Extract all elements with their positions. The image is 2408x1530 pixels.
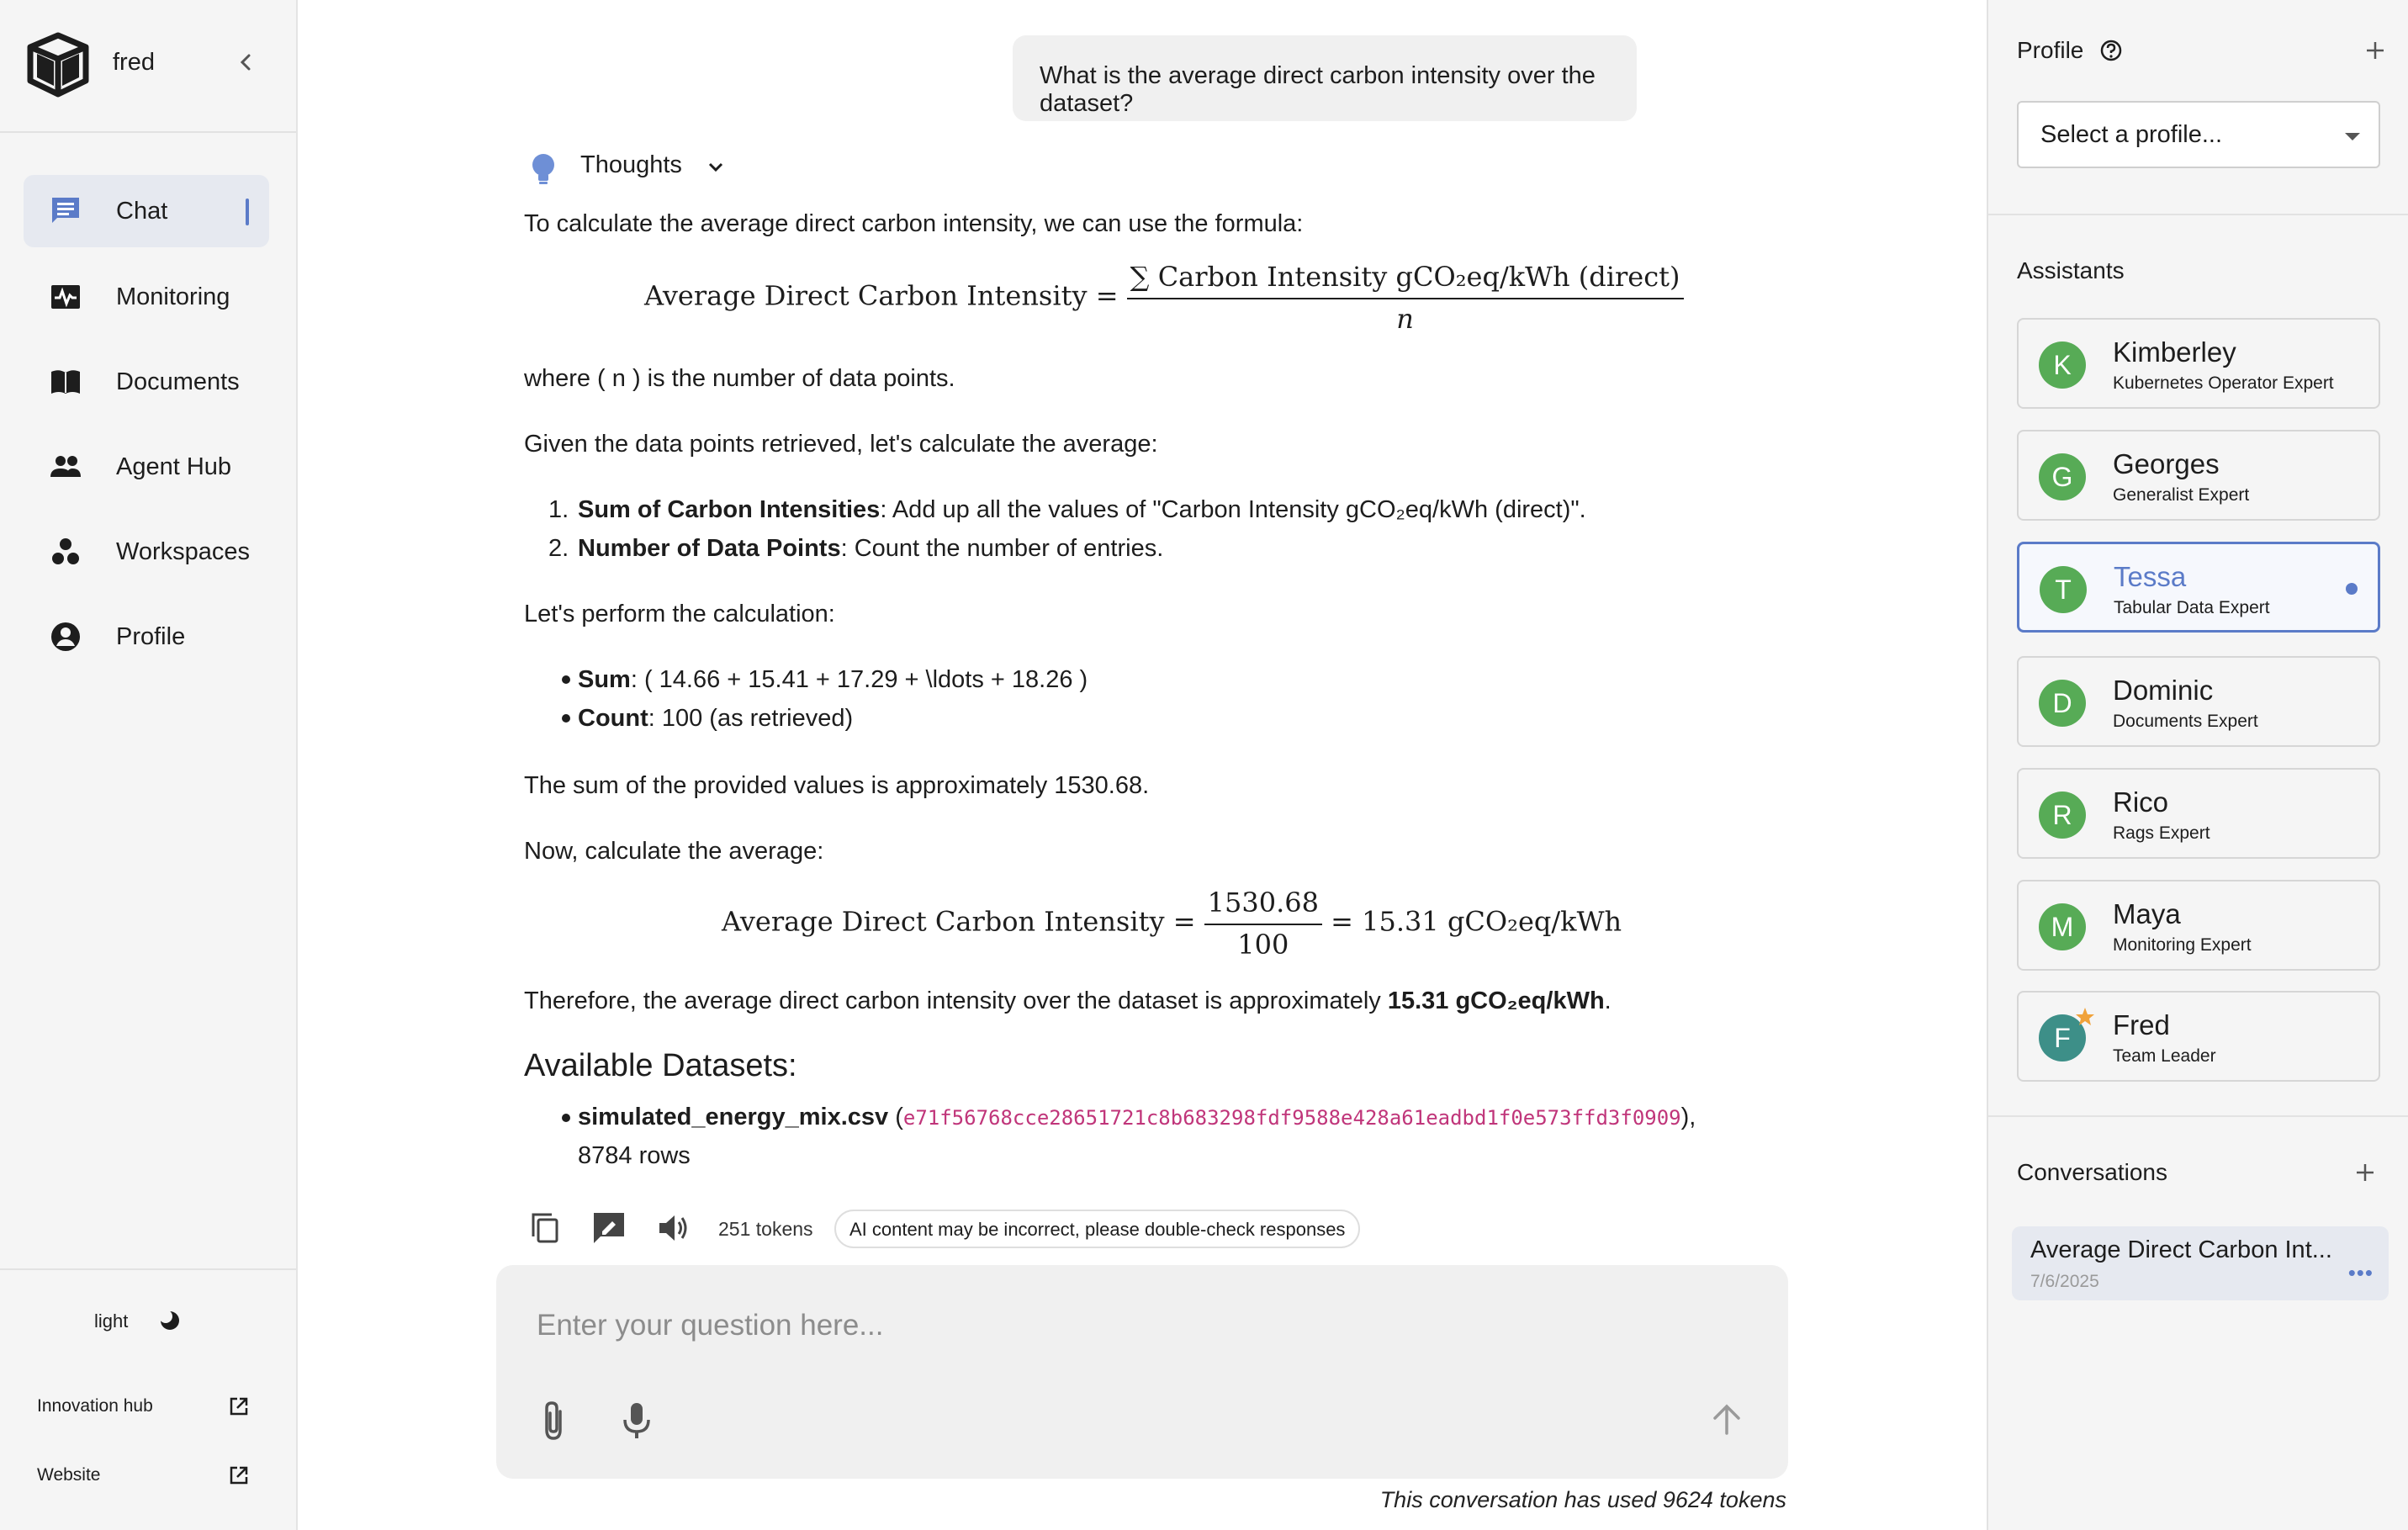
assistant-role: Kubernetes Operator Expert [2113,373,2334,393]
conversations-title: Conversations [2017,1159,2167,1185]
step-number: 2. [548,535,569,562]
formula-numerator: ∑ Carbon Intensity gCO₂eq/kWh (direct) [1127,261,1684,299]
nav-label-profile: Profile [116,623,186,650]
bullet-text: : 100 (as retrieved) [648,705,854,732]
bullet-item [578,705,853,733]
step-bold: Sum of Carbon Intensities [578,496,881,523]
speaker-icon[interactable] [654,1210,691,1247]
nav-item-documents[interactable] [24,346,269,418]
agent-hub-icon [49,450,82,484]
assistant-role: Tabular Data Expert [2114,598,2270,617]
step-item [578,496,1586,524]
dataset-item: simulated_energy_mix.csv (e71f56768cce28651721c8b683298fdf9588e428a61eadbd1f0e573ffd3f0909), [578,1104,1696,1130]
assistant-name: Tessa [2114,561,2187,592]
innovation-hub-link[interactable]: Innovation hub [37,1396,153,1416]
assistant-role: Team Leader [2113,1046,2216,1066]
collapse-sidebar-icon[interactable] [230,47,261,77]
avatar: M [2039,903,2086,950]
assistant-role: Documents Expert [2113,712,2258,731]
conversation-token-count: This conversation has used 9624 tokens [1379,1487,1786,1512]
bullet-bold: Sum [578,666,631,693]
therefore-end: . [1604,987,1612,1014]
assistant-name: Dominic [2113,675,2214,706]
divider [1988,1115,2408,1117]
selected-indicator [2346,583,2358,595]
assistant-role: Rags Expert [2113,823,2210,843]
step-text: : Add up all the values of "Carbon Intensity gCO₂eq/kWh (direct)". [880,496,1586,523]
formula-denominator: 100 [1237,929,1289,961]
thoughts-label: Thoughts [580,151,682,178]
nav-label-monitoring: Monitoring [116,283,230,310]
assistant-name: Fred [2113,1009,2170,1040]
therefore-text: Therefore, the average direct carbon intensity over the dataset is approximately [524,987,1388,1014]
website-link[interactable]: Website [37,1465,101,1485]
assistant-card-dominic[interactable] [2017,656,2380,747]
response-tokens: 251 tokens [718,1218,813,1240]
assistant-name: Georges [2113,448,2220,479]
divider [1988,214,2408,215]
nav-label-workspaces: Workspaces [116,538,251,565]
assistant-name: Rico [2113,786,2169,818]
nav-label-agent-hub: Agent Hub [116,453,232,480]
nav-item-monitoring[interactable] [24,261,269,333]
composer [496,1265,1788,1479]
step-bold: Number of Data Points [578,535,841,562]
response-given: Given the data points retrieved, let's calculate the average: [524,431,1158,458]
conversation-title: Average Direct Carbon Int... [2030,1236,2332,1263]
response-where: where ( n ) is the number of data points. [524,365,955,392]
chat-icon [49,194,82,228]
formula-numerator: 1530.68 [1204,887,1322,925]
theme-label: light [94,1310,129,1331]
paperclip-icon[interactable] [535,1400,574,1442]
conversation-item[interactable] [2012,1226,2389,1300]
workspaces-icon [49,535,82,569]
external-link-icon[interactable] [227,1395,251,1418]
external-link-icon[interactable] [227,1464,251,1487]
assistant-card-maya[interactable] [2017,880,2380,971]
assistant-card-georges[interactable] [2017,430,2380,521]
bullet-text: : ( 14.66 + 15.41 + 17.29 + \ldots + 18.26 ) [630,666,1088,693]
avatar: G [2039,453,2086,500]
assistant-card-fred[interactable] [2017,991,2380,1082]
caret-down-icon [2345,133,2360,140]
chat-main [298,0,1987,1530]
response-therefore [524,987,1612,1015]
response-sum: The sum of the provided values is approximately 1530.68. [524,772,1150,799]
moon-icon[interactable] [156,1307,183,1334]
assistant-role: Monitoring Expert [2113,935,2252,955]
avatar: K [2039,341,2086,389]
lightbulb-icon [527,151,560,187]
bullet-dot [562,714,570,723]
datasets-heading: Available Datasets: [524,1048,797,1083]
bullet-item [578,666,1088,694]
bullet-bold: Count [578,705,648,732]
assistant-name: Kimberley [2113,336,2236,368]
assistant-card-rico[interactable] [2017,768,2380,859]
chevron-down-icon [705,156,727,178]
nav-item-agent-hub[interactable] [24,431,269,503]
avatar: D [2039,680,2086,727]
star-icon [2074,1006,2096,1028]
profile-title: Profile [2017,37,2084,63]
profile-icon [49,620,82,654]
conversation-date: 7/6/2025 [2030,1272,2099,1291]
brand-header [0,0,296,133]
user-message: What is the average direct carbon intensity over the dataset? [1013,35,1637,121]
nav-label-chat: Chat [116,198,168,225]
nav-item-profile[interactable] [24,601,269,673]
dataset-hash: e71f56768cce28651721c8b683298fdf9588e428a61eadbd1f0e573ffd3f0909 [902,1106,1681,1130]
assistant-card-kimberley[interactable] [2017,318,2380,409]
avatar: R [2039,791,2086,839]
assistants-title: Assistants [2017,257,2125,283]
active-indicator [246,199,249,225]
step-text: : Count the number of entries. [840,535,1164,562]
right-panel [1987,0,2408,1530]
formula-rhs: = 15.31 gCO₂eq/kWh [1331,905,1622,938]
documents-icon [49,365,82,399]
formula-denominator: n [1396,303,1414,335]
profile-select-value: Select a profile... [2040,121,2222,148]
response-intro: To calculate the average direct carbon intensity, we can use the formula: [524,210,1304,237]
dataset-name: simulated_energy_mix.csv [578,1104,889,1130]
avatar: T [2040,566,2087,613]
step-number: 1. [548,496,569,523]
more-options-icon[interactable]: ••• [2347,1260,2374,1285]
bullet-dot [562,675,570,684]
formula-lhs: Average Direct Carbon Intensity = [644,279,1119,312]
step-item [578,535,1163,563]
cube-logo-icon [25,32,91,98]
copy-icon[interactable] [527,1210,564,1247]
nav-item-workspaces[interactable] [24,516,269,588]
question-input[interactable] [537,1300,1714,1351]
formula-result [722,887,1622,961]
response-perform: Let's perform the calculation: [524,601,835,627]
formula-lhs: Average Direct Carbon Intensity = [722,905,1196,938]
formula-average [644,261,1684,335]
send-arrow-icon[interactable] [1707,1400,1746,1438]
monitoring-icon [49,280,82,314]
add-conversation-icon[interactable] [2352,1159,2379,1186]
avatar: F [2039,1014,2086,1061]
assistant-role: Generalist Expert [2113,485,2250,505]
therefore-value: 15.31 gCO₂eq/kWh [1387,987,1605,1014]
assistant-card-tessa[interactable] [2017,542,2380,633]
response-now: Now, calculate the average: [524,838,824,865]
ai-disclaimer-badge: AI content may be incorrect, please double-check responses [834,1210,1360,1248]
sidebar-footer [0,1268,296,1530]
profile-select[interactable] [2017,101,2380,168]
feedback-icon[interactable] [590,1210,627,1247]
nav-label-documents: Documents [116,368,240,395]
app-name: fred [113,49,155,76]
nav-item-chat[interactable] [24,175,269,247]
dataset-rows: 8784 rows [578,1142,691,1169]
help-icon[interactable] [2099,39,2123,62]
left-sidebar [0,0,298,1530]
bullet-dot [562,1114,570,1122]
assistant-name: Maya [2113,898,2181,929]
microphone-icon[interactable] [617,1400,656,1442]
add-profile-icon[interactable] [2362,37,2389,64]
